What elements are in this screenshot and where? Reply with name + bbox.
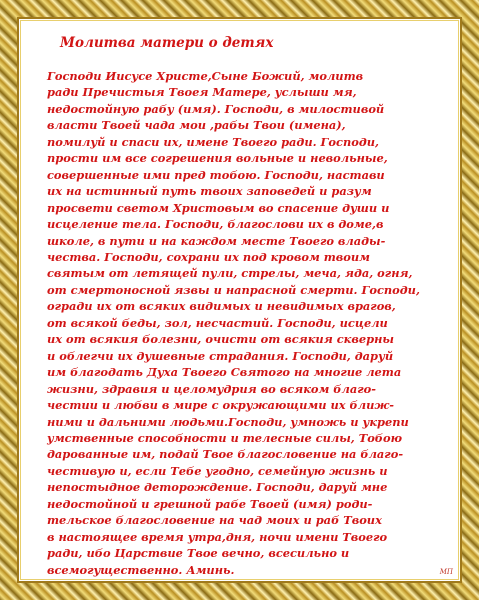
prayer-line: просвети светом Христовым во спасение души и — [47, 200, 390, 215]
prayer-line: огради их от всяких видимых и невидимых врагов, — [47, 299, 396, 314]
prayer-line: совершенные ими пред тобою. Господи, настави — [47, 167, 385, 182]
prayer-line: им благодать Духа Твоего Святого на многие лета — [47, 365, 402, 380]
prayer-line: честивую и, если Тебе угодно, семейную жизнь и — [47, 463, 388, 478]
prayer-line: школе, в пути и на каждом месте Твоего влады- — [47, 233, 386, 248]
prayer-line: прости им все согрешения вольные и невольные, — [47, 151, 388, 166]
prayer-line: и облегчи их душевные страдания. Господи, даруй — [47, 348, 394, 363]
prayer-line: их от всякия болезни, очисти от всякия скверны — [47, 332, 394, 347]
prayer-line: власти Твоей чада мои ,рабы Твои (имена), — [47, 118, 346, 133]
prayer-line: всемогущественно. Аминь. — [47, 562, 235, 577]
prayer-line: недостойной и грешной рабе Твоей (имя) роди- — [47, 496, 373, 511]
prayer-line: ними и дальними людьми.Господи, умножь и укрепи — [47, 414, 409, 429]
prayer-line: дарованные им, подай Твое благословение на благо- — [47, 447, 404, 462]
prayer-line: ради Пречистыя Твоея Матере, услыши мя, — [47, 85, 357, 100]
prayer-line: ради, ибо Царствие Твое вечно, всесильно и — [47, 546, 350, 561]
prayer-line: тельское благословение на чад моих и раб Твоих — [47, 513, 382, 528]
prayer-line: от смертоносной язвы и напрасной смерти. Господи, — [47, 282, 420, 297]
prayer-title: Молитва матери о детях — [60, 35, 274, 51]
prayer-line: от всякой беды, зол, несчастий. Господи, исцели — [47, 315, 388, 330]
prayer-line: Господи Иисусе Христе,Сыне Божий, молитв — [47, 69, 364, 83]
author-signature: МП — [439, 568, 453, 576]
prayer-line: непостыдное деторождение. Господи, даруй мне — [47, 480, 388, 495]
prayer-line: недостойную рабу (имя). Господи, в милостивой — [47, 101, 385, 116]
prayer-line: в настоящее время утра,дня, ночи имени Твоего — [47, 529, 388, 544]
prayer-line: жизни, здравия и целомудрия во всяком благо- — [47, 381, 376, 396]
prayer-line: чества. Господи, сохрани их под кровом твоим — [47, 249, 370, 264]
prayer-text — [47, 68, 452, 578]
prayer-line: честии и любви в мире с окружающими их ближ- — [47, 398, 394, 413]
prayer-line: помилуй и спаси их, имене Твоего ради. Господи, — [47, 134, 379, 149]
prayer-line: умственные способности и телесные силы, Тобою — [47, 430, 403, 445]
prayer-line: исцеление тела. Господи, благослови их в доме,в — [47, 217, 384, 232]
prayer-line: их на истинный путь твоих заповедей и разум — [47, 184, 372, 199]
prayer-line: святым от летящей пули, стрелы, меча, яда, огня, — [47, 266, 413, 281]
